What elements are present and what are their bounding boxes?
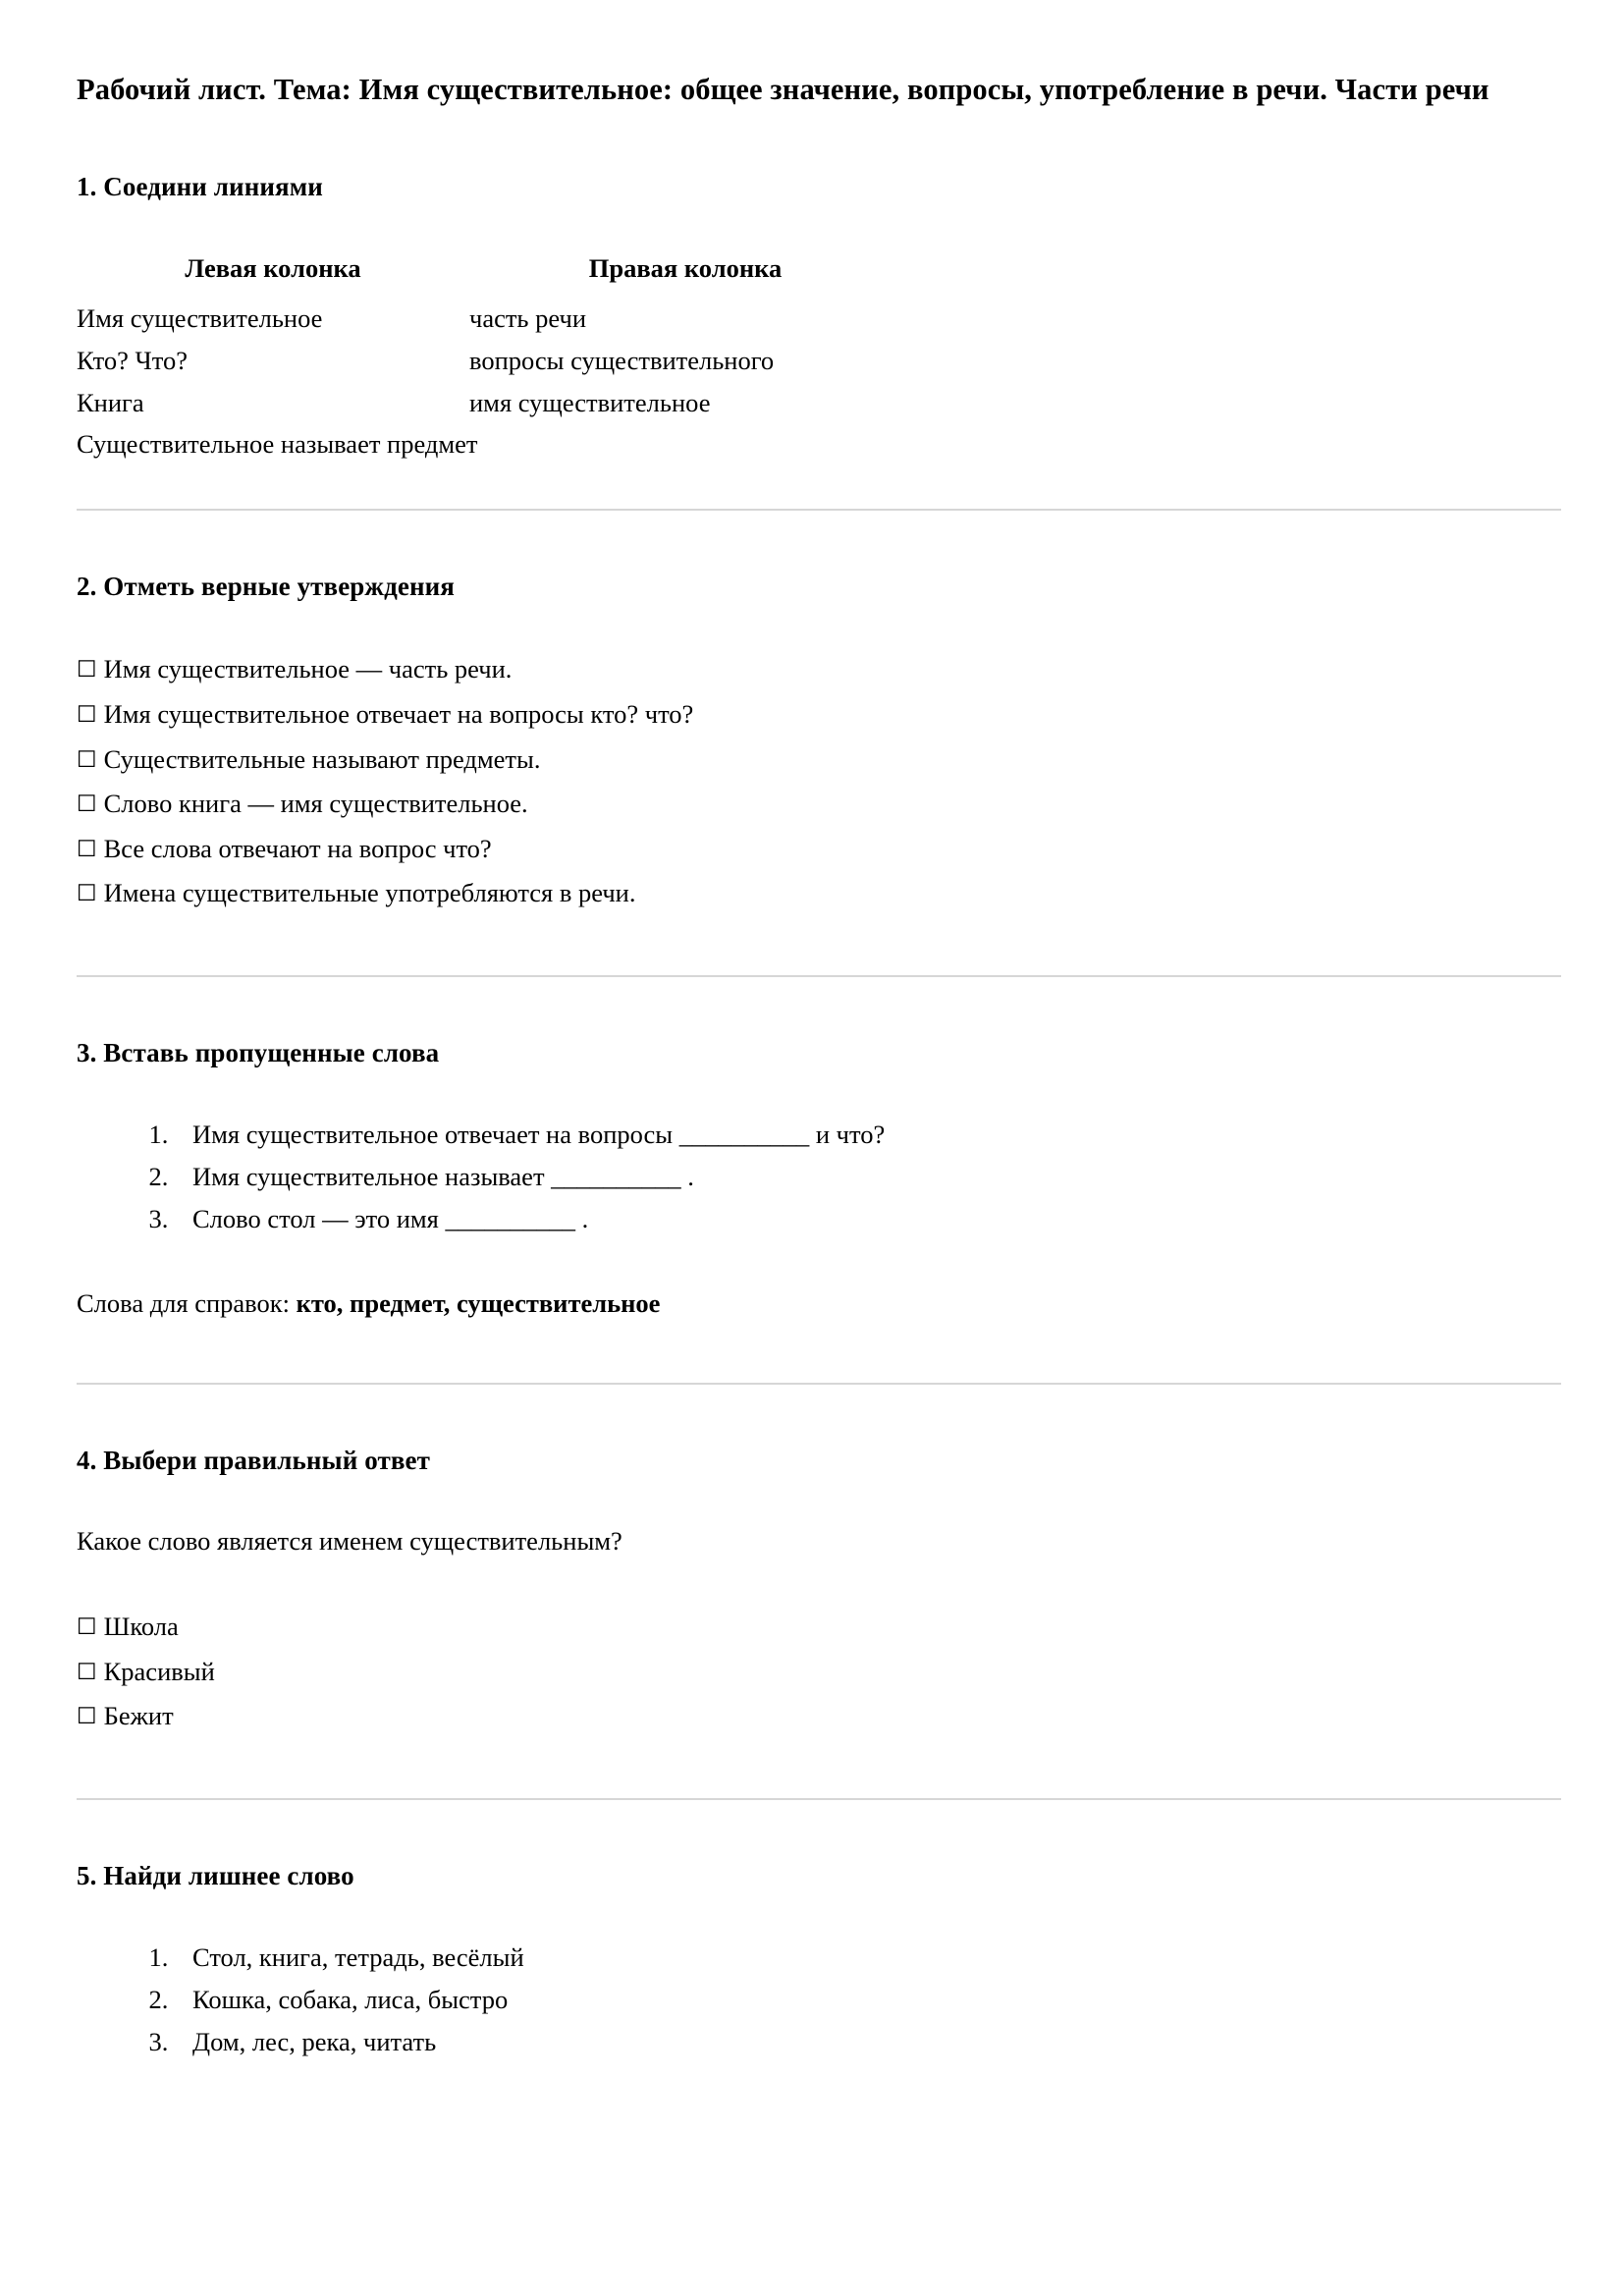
reference-words-line (77, 1284, 1561, 1324)
checkbox-icon[interactable]: ☐ (77, 836, 97, 862)
checkbox-icon[interactable]: ☐ (77, 702, 97, 729)
statement-checkbox-list (77, 647, 1561, 915)
section-5-heading: 5. Найди лишнее слово (77, 1860, 354, 1890)
section-3-heading: 3. Вставь пропущенные слова (77, 1037, 440, 1067)
answer-option-label: Школа (103, 1612, 179, 1642)
spacer (77, 1893, 1561, 1937)
section-multiple-choice (77, 1444, 1561, 1798)
table-row[interactable] (77, 298, 901, 340)
spacer (77, 1561, 1561, 1605)
checkbox-icon[interactable]: ☐ (77, 1614, 97, 1641)
question-text: Какое слово является именем существительным? (77, 1525, 622, 1556)
spacer (77, 111, 1561, 170)
spacer (77, 1478, 1561, 1521)
spacer (77, 916, 1561, 975)
spacer (77, 1324, 1561, 1383)
answer-option-list (77, 1605, 1561, 1739)
match-left-item[interactable]: Имя существительное (77, 302, 323, 333)
checkbox-icon[interactable]: ☐ (77, 746, 97, 773)
match-right-item[interactable]: вопросы существительного (469, 345, 775, 375)
list-item[interactable] (77, 692, 1561, 738)
list-item[interactable] (77, 782, 1561, 827)
fill-blank-sentence[interactable]: Слово стол — это имя __________ . (192, 1203, 589, 1233)
checkbox-icon[interactable]: ☐ (77, 1704, 97, 1730)
statement-label: Имена существительные употребляются в речи. (103, 878, 636, 908)
match-right-item[interactable]: часть речи (469, 302, 587, 333)
fill-blank-list (77, 1114, 1561, 1240)
word-group[interactable]: Стол, книга, тетрадь, весёлый (192, 1941, 524, 1972)
statement-label: Имя существительное отвечает на вопросы кто? что? (103, 699, 694, 730)
answer-option-label: Красивый (103, 1656, 215, 1686)
reference-words-value: кто, предмет, существительное (296, 1287, 661, 1318)
section-odd-word (77, 1859, 1561, 2063)
match-left-item[interactable]: Кто? Что? (77, 345, 189, 375)
spacer (77, 1240, 1561, 1284)
checkbox-icon[interactable]: ☐ (77, 792, 97, 818)
fill-blank-sentence[interactable]: Имя существительное называет __________ . (192, 1161, 694, 1191)
table-header-row (77, 247, 901, 298)
spacer (77, 604, 1561, 647)
list-item[interactable] (175, 1198, 1561, 1240)
reference-words-label: Слова для справок: (77, 1287, 297, 1318)
spacer (77, 1385, 1561, 1444)
checkbox-icon[interactable]: ☐ (77, 1659, 97, 1685)
list-item[interactable] (175, 1937, 1561, 1979)
column-header-right: Правая колонка (588, 252, 783, 283)
match-left-item[interactable]: Книга (77, 387, 144, 417)
fill-blank-sentence[interactable]: Имя существительное отвечает на вопросы __________ и что? (192, 1120, 886, 1150)
section-2-heading: 2. Отметь верные утверждения (77, 572, 455, 602)
section-fill-blanks (77, 1036, 1561, 1383)
word-group[interactable]: Кошка, собака, лиса, быстро (192, 1984, 509, 2014)
spacer (77, 1739, 1561, 1798)
checkbox-icon[interactable]: ☐ (77, 657, 97, 683)
table-row[interactable] (77, 423, 901, 465)
spacer (77, 204, 1561, 247)
list-item[interactable] (77, 738, 1561, 783)
match-left-item[interactable]: Существительное называет предмет (77, 429, 478, 460)
spacer (77, 977, 1561, 1036)
statement-label: Все слова отвечают на вопрос что? (103, 833, 492, 863)
list-item[interactable] (77, 1650, 1561, 1695)
list-item[interactable] (175, 1114, 1561, 1156)
section-true-statements (77, 570, 1561, 975)
column-header-left: Левая колонка (185, 252, 361, 283)
odd-word-list (77, 1937, 1561, 2063)
section-1-heading: 1. Соедини линиями (77, 171, 323, 201)
word-group[interactable]: Дом, лес, река, читать (192, 2026, 437, 2056)
answer-option-label: Бежит (103, 1701, 174, 1731)
page-title: Рабочий лист. Тема: Имя существительное: общее значение, вопросы, употребление в речи. Части речи (77, 73, 1489, 106)
list-item[interactable] (175, 1156, 1561, 1198)
checkbox-icon[interactable]: ☐ (77, 881, 97, 907)
list-item[interactable] (77, 827, 1561, 872)
statement-label: Слово книга — имя существительное. (103, 789, 528, 819)
list-item[interactable] (77, 871, 1561, 916)
table-row[interactable] (77, 340, 901, 382)
statement-label: Имя существительное — часть речи. (103, 654, 513, 684)
list-item[interactable] (77, 1694, 1561, 1739)
statement-label: Существительные называют предметы. (103, 743, 541, 774)
list-item[interactable] (175, 1979, 1561, 2021)
table-row[interactable] (77, 382, 901, 424)
spacer (77, 1070, 1561, 1114)
section-4-heading: 4. Выбери правильный ответ (77, 1445, 430, 1475)
section-match (77, 170, 1561, 510)
list-item[interactable] (175, 2021, 1561, 2063)
list-item[interactable] (77, 647, 1561, 692)
spacer (77, 1800, 1561, 1859)
spacer (77, 511, 1561, 570)
match-table (77, 247, 901, 466)
spacer (77, 465, 1561, 509)
list-item[interactable] (77, 1605, 1561, 1650)
match-right-item[interactable]: имя существительное (469, 387, 711, 417)
